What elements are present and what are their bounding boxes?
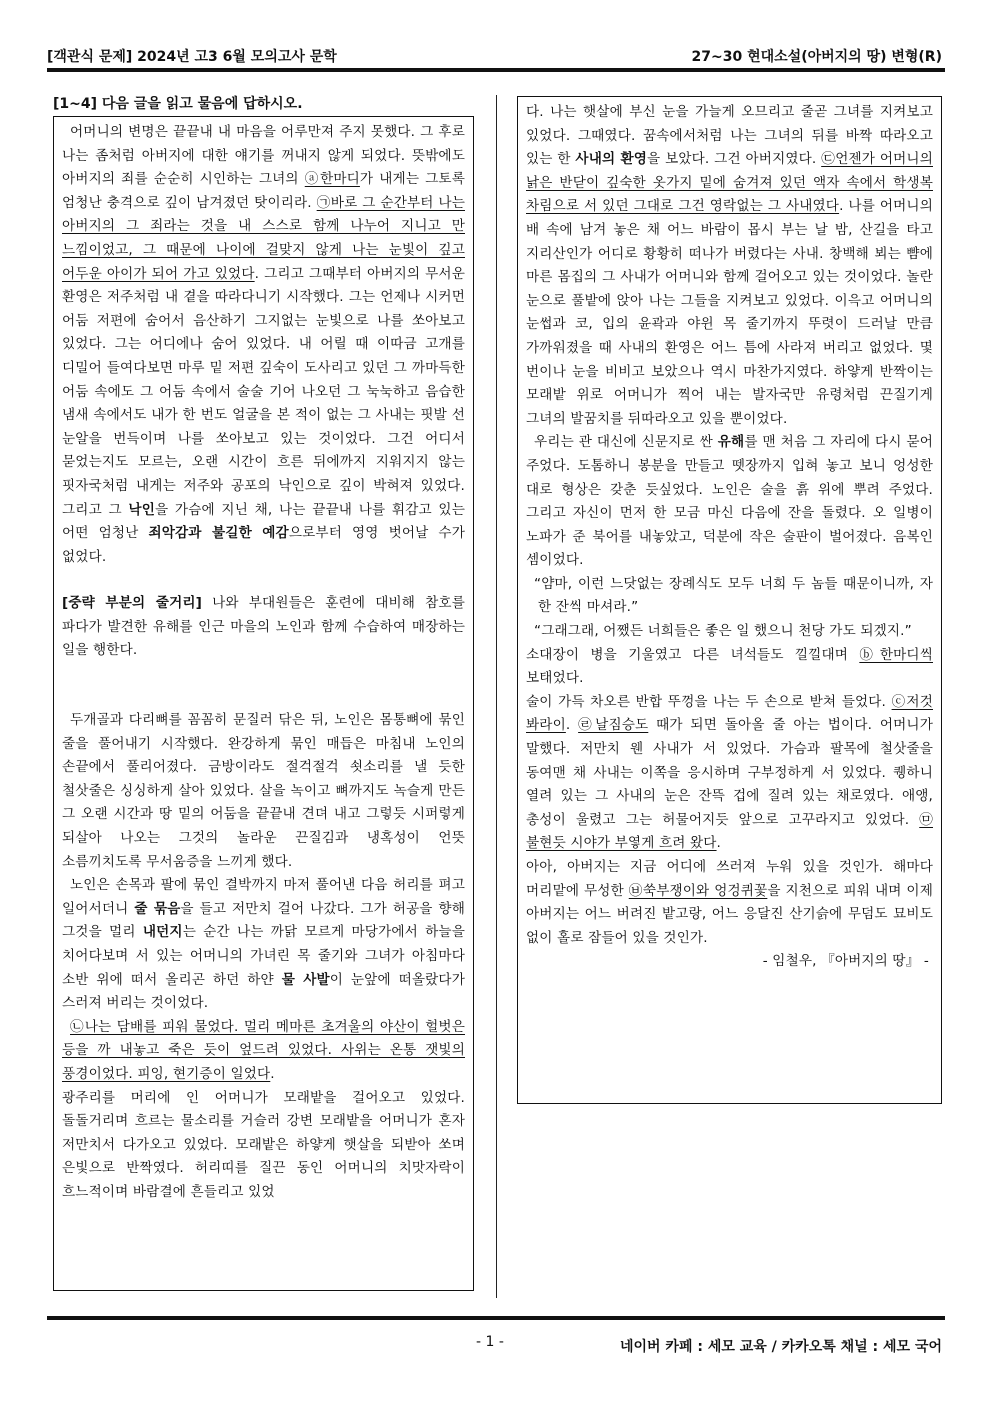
header-subtitle: 27~30 현대소설(아버지의 땅) 변형(R) bbox=[691, 49, 942, 65]
underlined-passage-5: ㉤불현듯 시야가 부옇게 흐려 왔다 bbox=[526, 811, 933, 852]
marker-6: ㉥쑥부쟁이와 엉겅퀴꽃 bbox=[628, 882, 768, 899]
header-title: [객관식 문제] 2024년 고3 6월 모의고사 문학 bbox=[47, 49, 337, 65]
text-run: 아아, 아버지는 지금 어디에 쓰러져 누워 있을 것인가. 해마다 머리맡에 무성한 bbox=[526, 859, 933, 899]
summary-text: 나와 부대원들은 훈련에 대비해 참호를 파다가 발견한 유해를 인근 마을의 노인과 함께 수습하여 매장하는 일을 행한다. bbox=[62, 595, 465, 659]
text-run: 을 보았다. 그건 아버지였다. bbox=[647, 151, 822, 168]
bold-term-guilt: 죄악감과 불길한 예감 bbox=[148, 525, 289, 542]
text-run: 어머니의 변명은 끝끝내 내 마음을 어루만져 주지 못했다. 그 후로 나는 좀처럼 아버지에 대한 얘기를 꺼내지 않게 되었다. 뜻밖에도 아버지의 죄를 순순히 시인하는 그녀의 bbox=[62, 124, 465, 188]
text-run: 때가 되면 돌아올 줄 아는 법이다. 어머니가 말했다. 저만치 웬 사내가 서 있었다. 가슴과 팔목에 철삿줄을 동여맨 채 사내는 이쪽을 응시하며 구부정하게 서 있었다. 퀭하니 열려 있는 그 사내의 눈은 잔뜩 겁에 질려 있는 채로였다. 애앵, 총성이 울렸고 그는 허물어지듯 앞으로 고꾸라지고 있었다. bbox=[526, 717, 933, 828]
text-run: 소대장이 병을 기울였고 다른 녀석들도 낄낄대며 bbox=[526, 646, 860, 663]
text-run: . 그리고 그때부터 아버지의 무서운 환영은 저주처럼 내 곁을 따라다니기 시작했다. 그는 언제나 시커먼 어둠 저편에 숨어서 음산하기 그지없는 눈빛으로 나를 쏘아보고 있었다. 그는 어디에나 숨어 있었다. 내 어릴 때 이따금 고개를 디밀어 들여다보면 마루 밑 저편 깊숙이 도사리고 있던 그 까마득한 어둠 속에도 그 어둠 속에서 술술 기어 나오던 그 눅눅하고 음습한 냄새 속에서도 내가 한 번도 얼굴을 본 적이 없는 그 사내는 핏발 선 눈알을 번득이며 나를 쏘아보고 있는 것이었다. 그건 어디서 묻었는지도 모르는, 오랜 시간이 흐른 뒤에까지 지워지지 않는 핏자국처럼 내게는 저주와 공포의 낙인으로 깊이 박혀져 있었다. 그리고 그 bbox=[62, 265, 465, 518]
text-run: 이 눈앞에 떠올랐다가 스러져 버리는 것이었다. bbox=[62, 971, 465, 1012]
summary-paragraph bbox=[62, 592, 465, 663]
bold-term-throw: 내던지 bbox=[142, 924, 183, 941]
column-divider bbox=[496, 95, 497, 1298]
bottom-rule bbox=[47, 1316, 945, 1320]
text-run: . 나를 어머니의 배 속에 남겨 놓은 채 어느 바람이 몹시 부는 날 밤, 산길을 타고 지리산인가 어디로 황황히 떠나가 버렸다는 사내. 창백해 뵈는 뺨에 마른 몸집의 그 사내가 어머니와 함께 걸어오고 있는 것이었다. 놀란 눈으로 풀밭에 앉아 나는 그들을 지켜보고 있었다. 이윽고 어머니의 눈썹과 코, 입의 윤곽과 야윈 목 줄기까지 뚜렷이 드러날 만큼 가까워졌을 때 사내의 환영은 어느 틈에 사라져 버리고 없었다. 몇 번이나 눈을 비비고 보았으나 역시 마찬가지였다. 하얗게 반짝이는 모래밭 위로 어머니가 찍어 내는 발자국만 유령처럼 끈질기게 그녀의 발꿈치를 뒤따라오고 있을 뿐이었다. bbox=[526, 198, 933, 427]
passage-left-box bbox=[53, 116, 474, 1291]
marker-a: ⓐ한마디 bbox=[304, 171, 360, 188]
paragraph-5: 광주리를 머리에 인 어머니가 모래밭을 걸어오고 있었다. 돌돌거리며 흐르는 물소리를 거슬러 강변 모래밭을 어머니가 혼자 저만치서 다가오고 있었다. 모래밭은 하얗게 햇살을 되받아 쏘며 은빛으로 반짝였다. 허리띠를 질끈 동인 어머니의 치맛자락이 흐느적이며 바람결에 흔들리고 있었 bbox=[62, 1089, 465, 1200]
underlined-passage-2: ㉡나는 담배를 피워 물었다. 멀리 메마른 초겨울의 야산이 헐벗은 등을 까 내놓고 죽은 듯이 엎드려 있었다. 사위는 온통 잿빛의 풍경이었다. 피잉, 현기증이 일었다 bbox=[62, 1018, 465, 1082]
author-credit: - 임철우, 『아버지의 땅』 - bbox=[762, 953, 929, 970]
summary-label: [중략 부분의 줄거리] bbox=[62, 595, 202, 612]
bold-term-nakin: 낙인 bbox=[128, 501, 155, 518]
text-run: 가 내게는 그토록 엄청난 충격으로 깊이 남겨졌던 탓이리라. bbox=[62, 171, 465, 211]
bold-term-bowl: 물 사발 bbox=[281, 971, 330, 988]
dialogue-1: “얌마, 이런 느닷없는 장례식도 모두 너희 두 놈들 때문이니까, 자 한 잔씩 마셔라.” bbox=[534, 575, 933, 616]
text-run: 다. 나는 햇살에 부신 눈을 가늘게 오므리고 줄곧 그녀를 지켜보고 있었다. 그때였다. 꿈속에서처럼 나는 그녀의 뒤를 바짝 따라오고 있는 한 bbox=[526, 104, 933, 168]
text-run: 을 들고 저만치 걸어 나갔다. 그가 허공을 향해 그것을 멀리 bbox=[62, 900, 465, 941]
bold-term-remains: 유해 bbox=[717, 434, 745, 451]
marker-4: ㉣날짐승도 bbox=[578, 717, 649, 734]
spacer bbox=[62, 686, 465, 709]
marker-b: ⓑ한마디씩 bbox=[859, 646, 933, 663]
spacer bbox=[62, 569, 465, 592]
paragraph-3 bbox=[62, 874, 465, 1016]
paragraph-1 bbox=[62, 121, 465, 569]
underlined-passage-1: ㉠바로 그 순간부터 나는 아버지의 그 죄라는 것을 내 스스로 함께 나누어 지니고 만 느낌이었고, 그 때문에 나이에 걸맞지 않게 나는 눈빛이 깊고 어두운 아이가 되어 가고 있었다 bbox=[62, 194, 465, 282]
page-number: - 1 - bbox=[476, 1334, 504, 1350]
marker-c: ⓒ저것 봐라이 bbox=[526, 693, 933, 734]
text-run: 는 순간 나는 까닭 모르게 마당가에서 하늘을 치어다보며 서 있는 어머니의 가녀린 목 줄기와 그녀가 아침마다 소반 위에 떠서 올리곤 하던 하얀 bbox=[62, 924, 465, 988]
paragraph-7 bbox=[526, 431, 933, 573]
paragraph-8 bbox=[526, 644, 933, 691]
text-run: 을 가슴에 지닌 채, 나는 끝끝내 나를 휘감고 있는 어떤 엄청난 bbox=[62, 501, 465, 542]
text-run: 를 맨 처음 그 자리에 다시 묻어 주었다. 도톰하니 봉분을 만들고 뗏장까지 입혀 놓고 보니 엉성한 대로 형상은 갖춘 듯싶었다. 노인은 술을 흙 위에 뿌려 주었다. 그리고 자신이 먼저 한 모금 마신 다음에 잔을 돌렸다. 오 일병이 노파가 준 북어를 내놓았고, 덕분에 작은 술판이 벌어졌다. 음복인 셈이었다. bbox=[526, 434, 933, 569]
passage-right-box bbox=[517, 96, 942, 1104]
paragraph-9 bbox=[526, 691, 933, 856]
paragraph-6 bbox=[526, 101, 933, 431]
footer-channel: 네이버 카페 : 세모 교육 / 카카오톡 채널 : 세모 국어 bbox=[619, 1339, 942, 1355]
paragraph-2: 두개골과 다리뼈를 꼼꼼히 문질러 닦은 뒤, 노인은 몸통뼈에 묶인 줄을 풀어내기 시작했다. 완강하게 묶인 매듭은 마침내 노인의 손끝에서 풀리어졌다. 금방이라도 절걱절걱 쇳소리를 낼 듯한 철삿줄은 싱싱하게 살아 있었다. 살을 녹이고 뼈까지도 녹슬게 만든 그 오랜 시간과 땅 밑의 어둠을 끝끝내 견뎌 내고 그렇듯 시퍼렇게 되살아 나오는 그것의 놀라운 끈질김과 냉혹성이 언뜻 소름끼치도록 무서움증을 느끼게 했다. bbox=[62, 712, 465, 870]
paragraph-10 bbox=[526, 856, 933, 950]
spacer bbox=[62, 663, 465, 686]
instruction: [1~4] 다음 글을 읽고 물음에 답하시오. bbox=[53, 96, 303, 112]
text-run: . bbox=[565, 717, 579, 734]
text-run: . bbox=[716, 835, 722, 852]
bold-term-phantom: 사내의 환영 bbox=[575, 151, 648, 168]
text-run: 을 지천으로 피워 내며 이제 아버지는 어느 버려진 밭고랑, 어느 응달진 산기슭에 무덤도 묘비도 없이 홀로 잠들어 있을 것인가. bbox=[526, 882, 933, 946]
underlined-passage-3: ㉢언젠가 어머니의 낡은 반닫이 깊숙한 옷가지 밑에 숨겨져 있던 액자 속에서 학생복 차림으로 서 있던 그대로 그건 영락없는 그 사내였다 bbox=[526, 151, 933, 215]
top-rule bbox=[47, 68, 945, 72]
text-run: 노인은 손목과 팔에 묶인 결박까지 마저 풀어낸 다음 허리를 펴고 일어서더니 bbox=[62, 877, 465, 917]
paragraph-4 bbox=[62, 1016, 465, 1087]
text-run: 보태었다. bbox=[526, 670, 584, 687]
text-run: 우리는 관 대신에 신문지로 싼 bbox=[534, 434, 718, 451]
dialogue-2: “그래그래, 어쨌든 너희들은 좋은 일 했으니 천당 가도 되겠지.” bbox=[534, 623, 912, 640]
text-run: . bbox=[270, 1065, 275, 1082]
bold-term-rope: 줄 묶음 bbox=[134, 900, 181, 917]
text-run: 으로부터 영영 벗어날 수가 없었다. bbox=[62, 525, 465, 565]
text-run: 술이 가득 차오른 반합 뚜껑을 나는 두 손으로 받쳐 들었다. bbox=[526, 693, 892, 710]
